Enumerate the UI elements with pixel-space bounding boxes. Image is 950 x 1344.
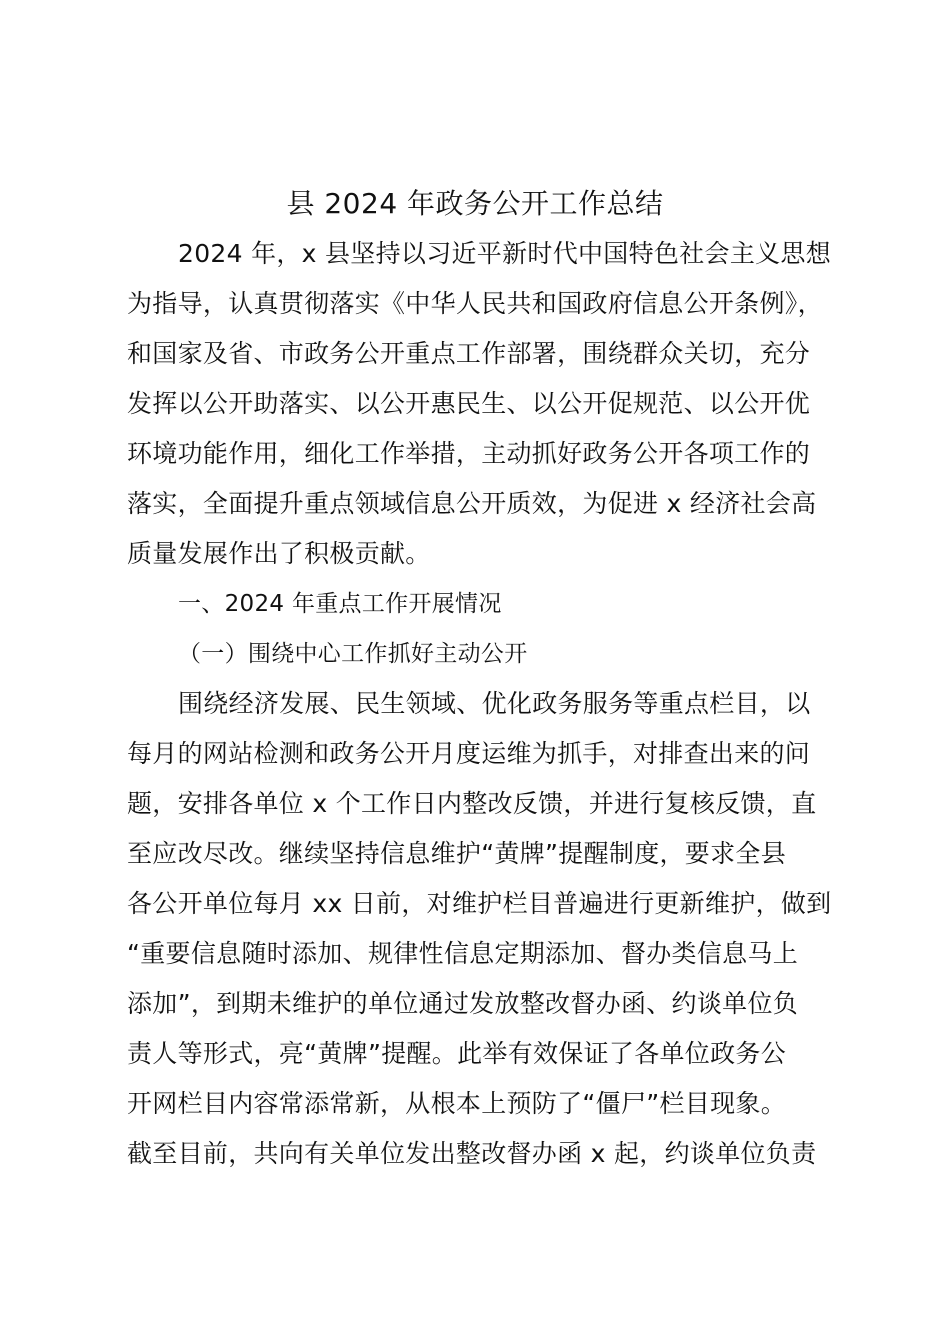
section-heading: 一、2024 年重点工作开展情况 bbox=[178, 591, 502, 617]
paragraph-line: 落实，全面提升重点领域信息公开质效，为促进 x 经济社会高 bbox=[127, 489, 817, 518]
paragraph-line: 2024 年，x 县坚持以习近平新时代中国特色社会主义思想 bbox=[178, 239, 832, 268]
paragraph-line: 和国家及省、市政务公开重点工作部署，围绕群众关切，充分 bbox=[127, 339, 811, 368]
document-title: 县 2024 年政务公开工作总结 bbox=[286, 187, 664, 220]
subsection-heading: （一）围绕中心工作抓好主动公开 bbox=[178, 641, 528, 667]
paragraph-line: 添加”，到期未维护的单位通过发放整改督办函、约谈单位负 bbox=[127, 989, 799, 1018]
paragraph-line: 题，安排各单位 x 个工作日内整改反馈，并进行复核反馈，直 bbox=[127, 789, 817, 818]
paragraph-line: 截至目前，共向有关单位发出整改督办函 x 起，约谈单位负责 bbox=[127, 1139, 817, 1168]
paragraph-line: 为指导，认真贯彻落实《中华人民共和国政府信息公开条例》， bbox=[127, 289, 823, 318]
paragraph-line: 每月的网站检测和政务公开月度运维为抓手，对排查出来的问 bbox=[127, 739, 811, 768]
paragraph-line: 开网栏目内容常添常新，从根本上预防了“僵尸”栏目现象。 bbox=[127, 1089, 787, 1118]
paragraph-line: 围绕经济发展、民生领域、优化政务服务等重点栏目，以 bbox=[178, 689, 811, 718]
paragraph-line: 责人等形式，亮“黄牌”提醒。此举有效保证了各单位政务公 bbox=[127, 1039, 787, 1068]
paragraph-line: “重要信息随时添加、规律性信息定期添加、督办类信息马上 bbox=[127, 939, 799, 968]
paragraph-line: 发挥以公开助落实、以公开惠民生、以公开促规范、以公开优 bbox=[127, 389, 811, 418]
paragraph-line: 至应改尽改。继续坚持信息维护“黄牌”提醒制度，要求全县 bbox=[127, 839, 787, 868]
paragraph-line: 各公开单位每月 xx 日前，对维护栏目普遍进行更新维护，做到 bbox=[127, 889, 832, 918]
paragraph-line: 质量发展作出了积极贡献。 bbox=[127, 539, 431, 568]
paragraph-line: 环境功能作用，细化工作举措，主动抓好政务公开各项工作的 bbox=[127, 439, 811, 468]
